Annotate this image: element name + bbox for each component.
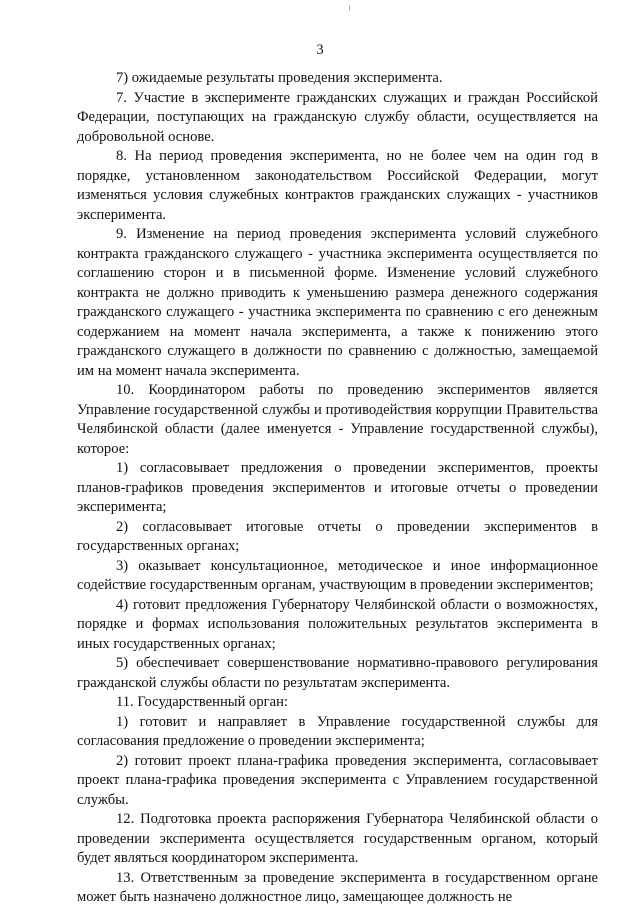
paragraph: 9. Изменение на период проведения эксперимента условий служебного контракта гражданского служащего - участника эксперимента осуществляется по соглашению сторон и в письменной форме. Изменение условий служебного контракта не должно приводить к уменьшению размера денежного содержания гражданского служащего - участника эксперимента по сравнению с его денежным содержанием на момент начала эксперимента, а также к понижению этого гражданского служащего в должности по сравнению с должностью, замещаемой им на момент начала эксперимента. (77, 226, 598, 379)
paragraph: 7. Участие в эксперименте гражданских служащих и граждан Российской Федерации, поступающих на гражданскую службу области, осуществляется на добровольной основе. (77, 89, 598, 145)
paragraph: 1) согласовывает предложения о проведении экспериментов, проекты планов-графиков проведения экспериментов и итоговые отчеты о проведении эксперимента; (77, 460, 598, 515)
paragraph: 8. На период проведения эксперимента, но не более чем на один год в порядке, установленном законодательством Российской Федерации, могут изменяться условия служебных контрактов гражданских служащих - участников эксперимента. (77, 148, 598, 223)
page-number: 3 (316, 42, 324, 58)
document-body (77, 69, 598, 908)
paragraph: 2) готовит проект плана-графика проведения эксперимента, согласовывает проект плана-графика проведения эксперимента с Управлением государственной службы. (77, 752, 598, 808)
paragraph: 10. Координатором работы по проведению экспериментов является Управление государственной службы и противодействия коррупции Правительства Челябинской области (далее именуется - Управление государственной службы), которое: (77, 382, 598, 457)
paragraph: 3) оказывает консультационное, методическое и иное информационное содействие государственным органам, участвующим в проведении экспериментов; (77, 557, 598, 593)
paragraph: 12. Подготовка проекта распоряжения Губернатора Челябинской области о проведении эксперимента осуществляется государственным органом, который будет являться координатором эксперимента. (77, 811, 598, 866)
paragraph: 13. Ответственным за проведение эксперимента в государственном органе может быть назначено должностное лицо, замещающее должность не (77, 869, 598, 905)
paragraph: 5) обеспечивает совершенствование нормативно-правового регулирования гражданской службы области по результатам эксперимента. (77, 655, 598, 691)
paragraph: 11. Государственный орган: (116, 694, 288, 710)
paragraph: 4) готовит предложения Губернатору Челябинской области о возможностях, порядке и формах использования положительных результатов эксперимента в иных государственных органах; (77, 596, 598, 652)
paragraph: 1) готовит и направляет в Управление государственной службы для согласования предложение о проведении эксперимента; (77, 713, 598, 749)
paragraph: 7) ожидаемые результаты проведения эксперимента. (116, 70, 443, 86)
paragraph: 2) согласовывает итоговые отчеты о проведении экспериментов в государственных органах; (77, 518, 598, 554)
scan-mark (349, 5, 350, 11)
